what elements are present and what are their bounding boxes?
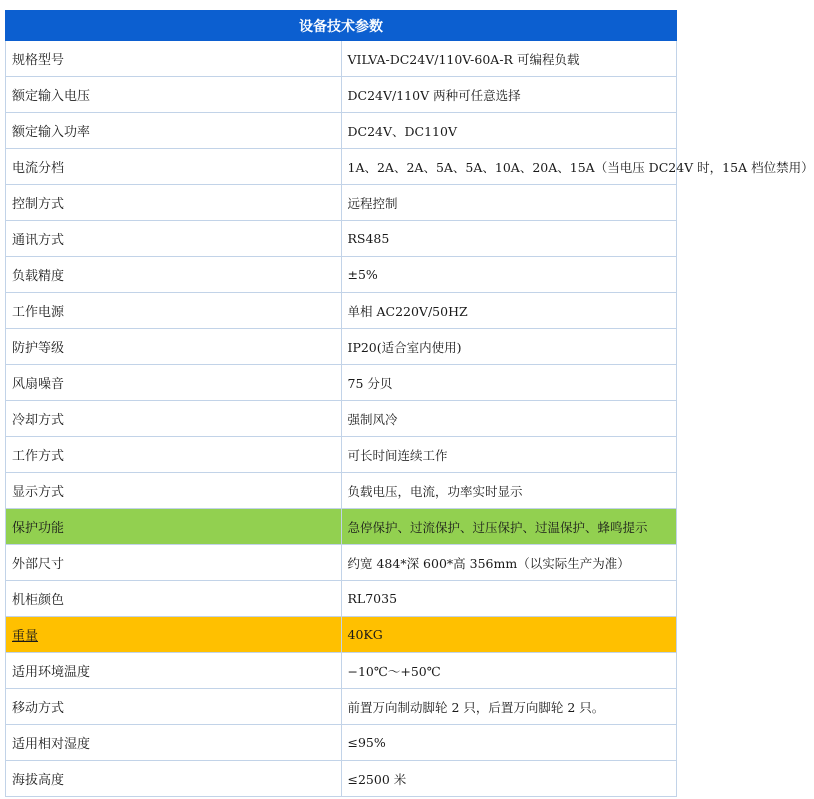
row-value: 40KG	[341, 617, 677, 653]
table-row	[6, 401, 677, 437]
row-label: 移动方式	[6, 689, 342, 725]
table-row	[6, 41, 677, 77]
row-label: 冷却方式	[6, 401, 342, 437]
row-label	[6, 617, 342, 653]
row-value: 急停保护、过流保护、过压保护、过温保护、蜂鸣提示	[341, 509, 677, 545]
row-value: 负载电压，电流，功率实时显示	[341, 473, 677, 509]
table-row	[6, 473, 677, 509]
table-row	[6, 725, 677, 761]
table-row	[6, 77, 677, 113]
row-label: 保护功能	[6, 509, 342, 545]
row-label: 控制方式	[6, 185, 342, 221]
table-row	[6, 581, 677, 617]
row-value: 1A、2A、2A、5A、5A、10A、20A、15A（当电压 DC24V 时，15A 档位禁用）	[341, 149, 677, 185]
row-label: 外部尺寸	[6, 545, 342, 581]
row-value: ≤95%	[341, 725, 677, 761]
table-row	[6, 293, 677, 329]
table-row-protection	[6, 509, 677, 545]
row-value: 75 分贝	[341, 365, 677, 401]
row-value: ±5%	[341, 257, 677, 293]
table-row	[6, 761, 677, 797]
row-value: 约宽 484*深 600*高 356mm（以实际生产为准）	[341, 545, 677, 581]
row-label: 负载精度	[6, 257, 342, 293]
table-title-row	[6, 11, 677, 41]
table-row	[6, 329, 677, 365]
table-row	[6, 257, 677, 293]
table-title: 设备技术参数	[6, 11, 677, 41]
row-label: 防护等级	[6, 329, 342, 365]
row-value: 前置万向制动脚轮 2 只，后置万向脚轮 2 只。	[341, 689, 677, 725]
row-label: 海拔高度	[6, 761, 342, 797]
row-label: 适用相对湿度	[6, 725, 342, 761]
row-label-text: 重量	[12, 629, 39, 644]
table-row	[6, 689, 677, 725]
table-row-weight	[6, 617, 677, 653]
row-value: −10℃～+50℃	[341, 653, 677, 689]
row-value: 可长时间连续工作	[341, 437, 677, 473]
table-row	[6, 365, 677, 401]
row-value: 远程控制	[341, 185, 677, 221]
row-label: 工作方式	[6, 437, 342, 473]
row-label: 显示方式	[6, 473, 342, 509]
row-label: 额定输入电压	[6, 77, 342, 113]
row-value: IP20(适合室内使用)	[341, 329, 677, 365]
row-value: RL7035	[341, 581, 677, 617]
table-row	[6, 149, 677, 185]
row-value: DC24V/110V 两种可任意选择	[341, 77, 677, 113]
row-label: 工作电源	[6, 293, 342, 329]
row-value: 强制风冷	[341, 401, 677, 437]
row-value: 单相 AC220V/50HZ	[341, 293, 677, 329]
spec-table	[5, 10, 814, 797]
row-value: ≤2500 米	[341, 761, 677, 797]
row-label: 额定输入功率	[6, 113, 342, 149]
row-label: 风扇噪音	[6, 365, 342, 401]
row-value: VILVA-DC24V/110V-60A-R 可编程负载	[341, 41, 677, 77]
table-row	[6, 113, 677, 149]
table-row	[6, 545, 677, 581]
table-row	[6, 653, 677, 689]
table-row	[6, 185, 677, 221]
table-row	[6, 437, 677, 473]
row-value: DC24V、DC110V	[341, 113, 677, 149]
row-label: 规格型号	[6, 41, 342, 77]
row-label: 通讯方式	[6, 221, 342, 257]
table-row	[6, 221, 677, 257]
row-label: 电流分档	[6, 149, 342, 185]
row-label: 机柜颜色	[6, 581, 342, 617]
row-value: RS485	[341, 221, 677, 257]
row-label: 适用环境温度	[6, 653, 342, 689]
